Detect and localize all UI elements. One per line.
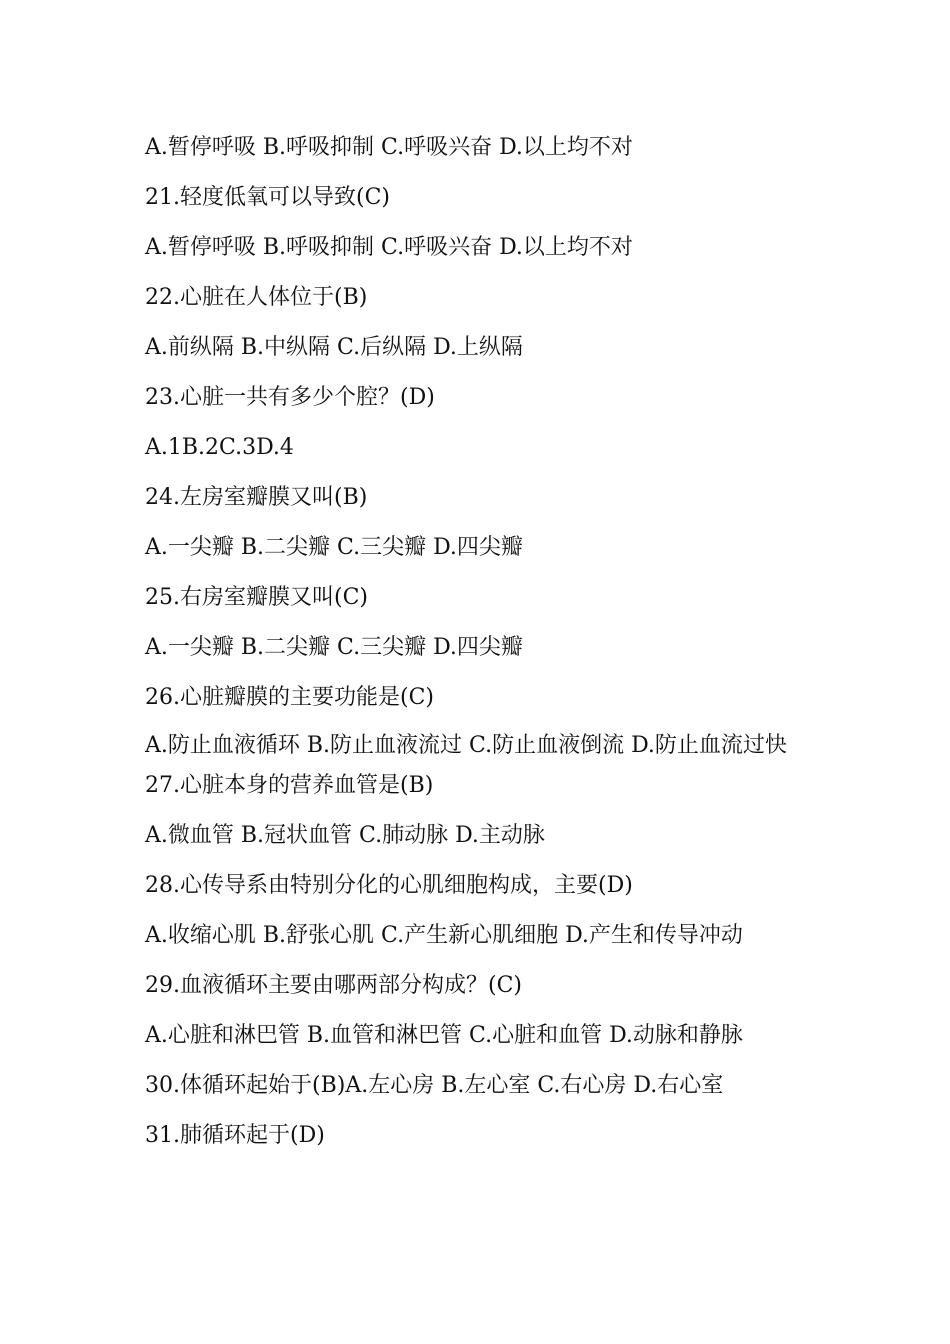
answer-options-q29: A.心脏和淋巴管 B.血管和淋巴管 C.心脏和血管 D.动脉和静脉 bbox=[145, 1023, 743, 1048]
question-26: 26.心脏瓣膜的主要功能是(C) bbox=[145, 685, 434, 710]
answer-options-q27: A.微血管 B.冠状血管 C.肺动脉 D.主动脉 bbox=[145, 823, 545, 848]
answer-options-q28: A.收缩心肌 B.舒张心肌 C.产生新心肌细胞 D.产生和传导冲动 bbox=[145, 923, 743, 948]
question-30: 30.体循环起始于(B)A.左心房 B.左心室 C.右心房 D.右心室 bbox=[145, 1073, 724, 1098]
question-31: 31.肺循环起于(D) bbox=[145, 1123, 325, 1148]
answer-options-q25: A.一尖瓣 B.二尖瓣 C.三尖瓣 D.四尖瓣 bbox=[145, 635, 523, 660]
answer-options-q21: A.暂停呼吸 B.呼吸抑制 C.呼吸兴奋 D.以上均不对 bbox=[145, 235, 633, 260]
question-22: 22.心脏在人体位于(B) bbox=[145, 285, 368, 310]
answer-options-q26: A.防止血液循环 B.防止血液流过 C.防止血液倒流 D.防止血流过快 bbox=[145, 733, 787, 758]
answer-options-q20: A.暂停呼吸 B.呼吸抑制 C.呼吸兴奋 D.以上均不对 bbox=[145, 135, 633, 160]
question-28: 28.心传导系由特别分化的心肌细胞构成，主要(D) bbox=[145, 873, 633, 898]
question-29: 29.血液循环主要由哪两部分构成？(C) bbox=[145, 973, 522, 998]
question-21: 21.轻度低氧可以导致(C) bbox=[145, 185, 390, 210]
answer-options-q24: A.一尖瓣 B.二尖瓣 C.三尖瓣 D.四尖瓣 bbox=[145, 535, 523, 560]
question-23: 23.心脏一共有多少个腔？(D) bbox=[145, 385, 435, 410]
question-25: 25.右房室瓣膜又叫(C) bbox=[145, 585, 368, 610]
answer-options-q23: A.1B.2C.3D.4 bbox=[145, 435, 294, 460]
question-27: 27.心脏本身的营养血管是(B) bbox=[145, 773, 434, 798]
document-body bbox=[145, 128, 810, 1166]
question-24: 24.左房室瓣膜又叫(B) bbox=[145, 485, 368, 510]
answer-options-q22: A.前纵隔 B.中纵隔 C.后纵隔 D.上纵隔 bbox=[145, 335, 523, 360]
